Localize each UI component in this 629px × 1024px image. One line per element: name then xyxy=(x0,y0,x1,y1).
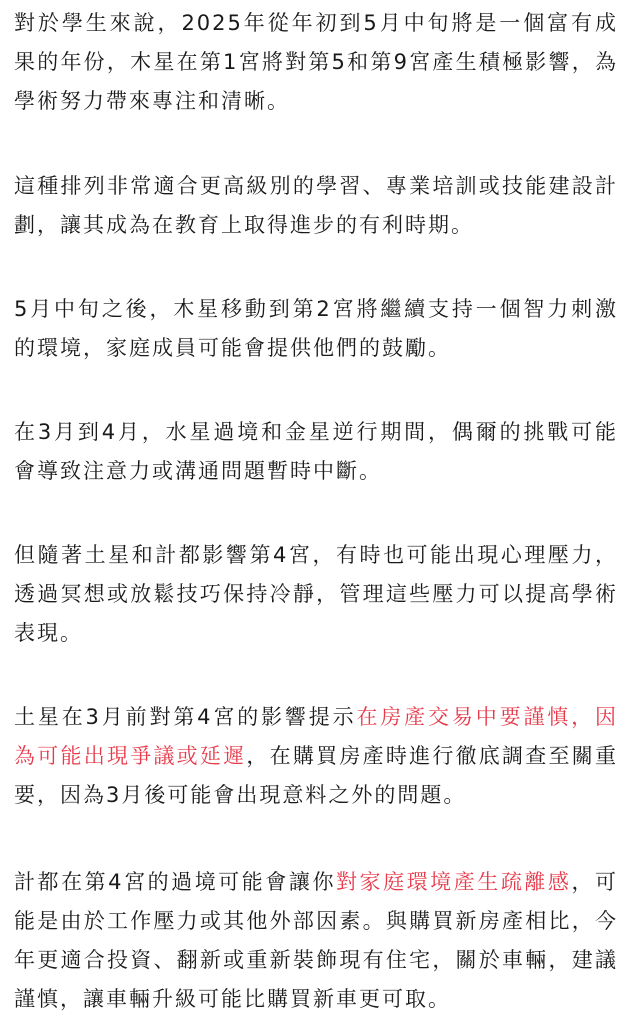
paragraph-text: 土星在3月前對第4宮的影響提示 xyxy=(14,705,357,729)
highlighted-warning: 對家庭環境產生疏離感 xyxy=(336,870,572,894)
paragraph-saturn-ketu-stress: 但隨著土星和計都影響第4宮，有時也可能出現心理壓力，透過冥想或放鬆技巧保持冷靜，管理這些壓力可以提高學術表現。 xyxy=(14,543,618,645)
paragraph-home-vehicle xyxy=(14,863,618,1019)
highlighted-warning: 在房產交易中要謹慎，因為可能出現爭議或延遲 xyxy=(14,705,618,768)
paragraph-jupiter-second-house: 5月中旬之後，木星移動到第2宮將繼續支持一個智力刺激的環境，家庭成員可能會提供他們的鼓勵。 xyxy=(14,297,618,360)
paragraph-text: ，在購買房產時進行徹底調查至關重要，因為3月後可能會出現意料之外的問題。 xyxy=(14,744,619,807)
paragraph-property-caution xyxy=(14,698,618,815)
paragraph-mercury-venus-retrograde: 在3月到4月，水星過境和金星逆行期間，偶爾的挑戰可能會導致注意力或溝通問題暫時中斷。 xyxy=(14,420,618,483)
paragraph-text: ，可能是由於工作壓力或其他外部因素。與購買新房產相比，今年更適合投資、翻新或重新裝飾現有住宅，關於車輛，建議謹慎，讓車輛升級可能比購買新車更可取。 xyxy=(14,870,618,1011)
paragraph-text: 計都在第4宮的過境可能會讓你 xyxy=(14,870,336,894)
paragraph-higher-study: 這種排列非常適合更高級別的學習、專業培訓或技能建設計劃，讓其成為在教育上取得進步的有利時期。 xyxy=(14,174,618,237)
paragraph-students-2025: 對於學生來說，2025年從年初到5月中旬將是一個富有成果的年份，木星在第1宮將對第5和第9宮產生積極影響，為學術努力帶來專注和清晰。 xyxy=(14,11,618,113)
